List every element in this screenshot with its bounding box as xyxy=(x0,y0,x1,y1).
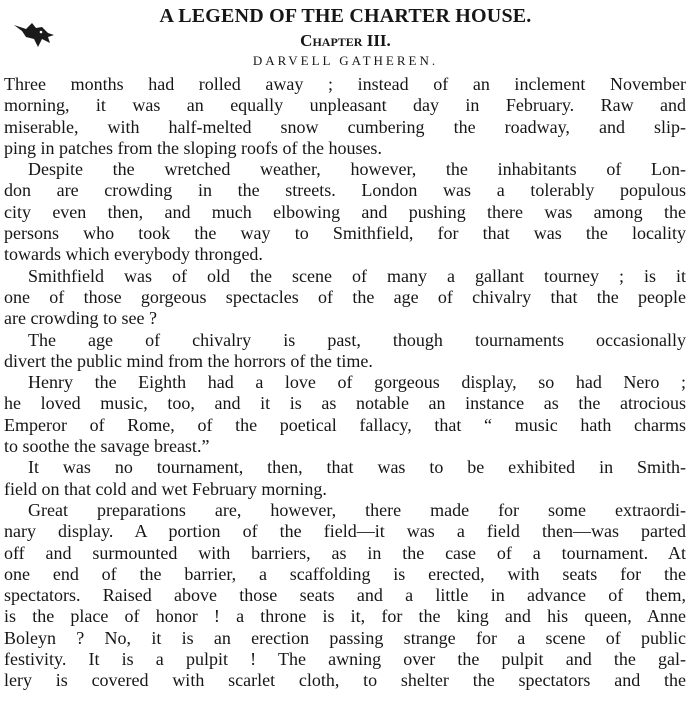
text-line: Henry the Eighth had a love of gorgeous display, so had Nero ; xyxy=(28,372,686,393)
text-line: are crowding to see ? xyxy=(4,308,157,329)
text-line: nary display. A portion of the field—it was a field then—was parted xyxy=(4,521,686,542)
article-body xyxy=(4,74,686,692)
text-line: Great preparations are, however, there made for some extraordi- xyxy=(28,499,686,520)
page-header xyxy=(0,0,691,74)
text-line: festivity. It is a pulpit ! The awning over the pulpit and the gal- xyxy=(4,649,686,670)
chapter-subtitle: DARVELL GATHEREN. xyxy=(252,53,439,68)
text-line: ping in patches from the sloping roofs of the houses. xyxy=(4,137,382,158)
text-line: city even then, and much elbowing and pushing there was among the xyxy=(4,201,686,222)
text-line: spectators. Raised above those seats and a little in advance of them, xyxy=(4,585,686,606)
page-title: A LEGEND OF THE CHARTER HOUSE. xyxy=(159,5,532,27)
text-line: one end of the barrier, a scaffolding is erected, with seats for the xyxy=(4,563,686,584)
chapter-heading: Chapter III. xyxy=(300,31,391,50)
text-line: It was no tournament, then, that was to be exhibited in Smith- xyxy=(28,457,686,478)
text-line: he loved music, too, and it is as notable an instance as the atrocious xyxy=(4,393,686,414)
text-line: Emperor of Rome, of the poetical fallacy, that “ music hath charms xyxy=(4,414,686,435)
text-line: don are crowding in the streets. London was a tolerably populous xyxy=(4,180,686,201)
text-line: Despite the wretched weather, however, the inhabitants of Lon- xyxy=(28,159,686,180)
text-line: miserable, with half-melted snow cumbering the roadway, and slip- xyxy=(4,116,686,137)
text-line: morning, it was an equally unpleasant day in February. Raw and xyxy=(4,95,686,116)
text-line: Three months had rolled away ; instead of an inclement November xyxy=(4,74,686,94)
text-line: is the place of honor ! a throne is it, for the king and his queen, Anne xyxy=(4,606,686,627)
text-line: divert the public mind from the horrors of the time. xyxy=(4,350,373,371)
text-line: persons who took the way to Smithfield, for that was the locality xyxy=(4,223,686,244)
text-line: one of those gorgeous spectacles of the age of chivalry that the people xyxy=(4,286,686,307)
text-line: Boleyn ? No, it is an erection passing strange for a scene of public xyxy=(4,627,686,648)
text-line: field on that cold and wet February morning. xyxy=(4,478,327,499)
text-line: The age of chivalry is past, though tournaments occasionally xyxy=(28,329,686,350)
text-line: to soothe the savage breast.” xyxy=(4,436,210,457)
text-line: lery is covered with scarlet cloth, to shelter the spectators and the xyxy=(4,670,686,691)
text-line: towards which everybody thronged. xyxy=(4,244,263,265)
text-line: off and surmounted with barriers, as in the case of a tournament. At xyxy=(4,542,686,563)
text-line: Smithfield was of old the scene of many a gallant tourney ; is it xyxy=(28,265,686,286)
